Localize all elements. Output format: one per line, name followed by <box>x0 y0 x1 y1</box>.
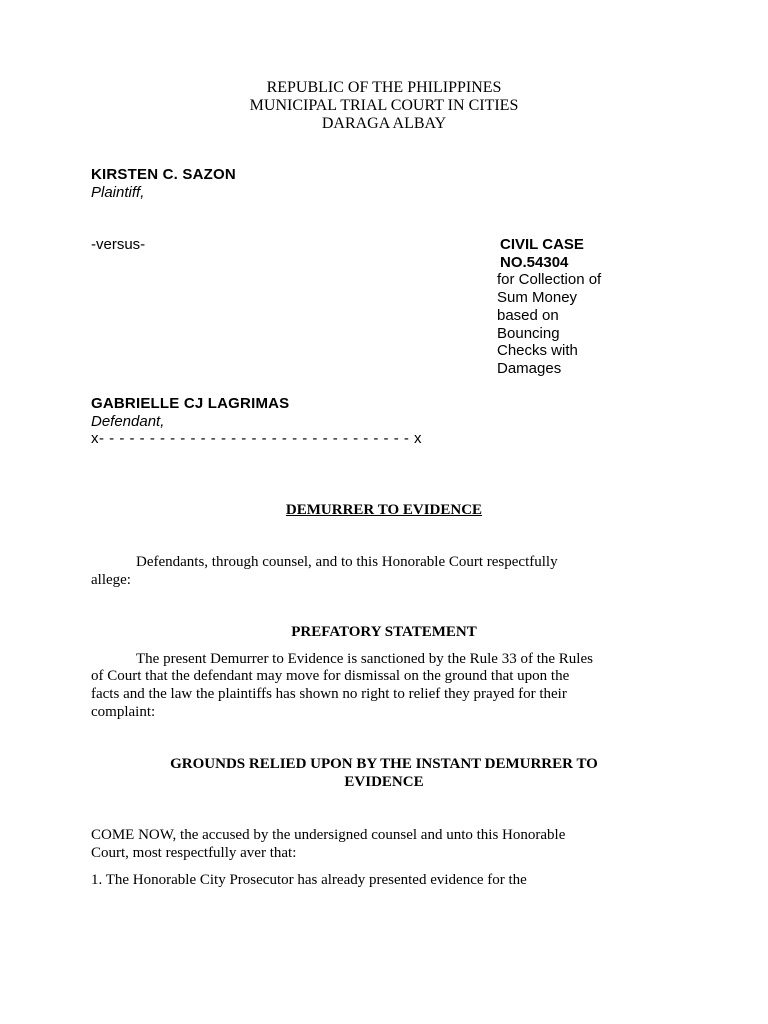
intro-line: Defendants, through counsel, and to this Honorable Court respectfully <box>136 554 558 570</box>
grounds-heading: GROUNDS RELIED UPON BY THE INSTANT DEMURRER TO <box>170 756 598 772</box>
case-description-line: Damages <box>497 359 562 377</box>
intro-line: allege: <box>91 572 131 588</box>
case-description-line: Bouncing <box>497 324 560 342</box>
court-header-republic: REPUBLIC OF THE PHILIPPINES <box>266 79 502 96</box>
case-number: NO.54304 <box>500 253 569 271</box>
prefatory-line: of Court that the defendant may move for dismissal on the ground that upon the <box>91 668 570 684</box>
case-title: CIVIL CASE <box>500 236 584 253</box>
grounds-line: Court, most respectfully aver that: <box>91 845 297 861</box>
prefatory-heading: PREFATORY STATEMENT <box>291 624 477 640</box>
case-caption <box>497 236 601 378</box>
case-description-line: based on <box>497 306 559 324</box>
prefatory-line: complaint: <box>91 704 156 720</box>
case-description-line: Sum Money <box>497 289 578 307</box>
defendant-role: Defendant, <box>91 413 165 430</box>
document-title: DEMURRER TO EVIDENCE <box>285 502 483 518</box>
versus-label: -versus- <box>91 236 146 253</box>
grounds-heading-continued: EVIDENCE <box>344 774 424 790</box>
plaintiff-name: KIRSTEN C. SAZON <box>91 166 236 183</box>
court-header-court: MUNICIPAL TRIAL COURT IN CITIES <box>249 97 519 114</box>
caption-divider: x- - - - - - - - - - - - - - - - - - - - - - - - - - - - - - - x <box>91 430 423 447</box>
prefatory-line: The present Demurrer to Evidence is sanctioned by the Rule 33 of the Rules <box>136 651 593 667</box>
defendant-name: GABRIELLE CJ LAGRIMAS <box>91 395 290 412</box>
court-header-location: DARAGA ALBAY <box>321 115 447 132</box>
plaintiff-role: Plaintiff, <box>91 184 145 201</box>
case-description-line: for Collection of <box>497 271 602 289</box>
grounds-line: COME NOW, the accused by the undersigned counsel and unto this Honorable <box>91 827 566 843</box>
case-description-line: Checks with <box>497 342 578 360</box>
prefatory-line: facts and the law the plaintiffs has shown no right to relief they prayed for their <box>91 686 567 702</box>
grounds-item-1: 1. The Honorable City Prosecutor has already presented evidence for the <box>91 872 527 888</box>
